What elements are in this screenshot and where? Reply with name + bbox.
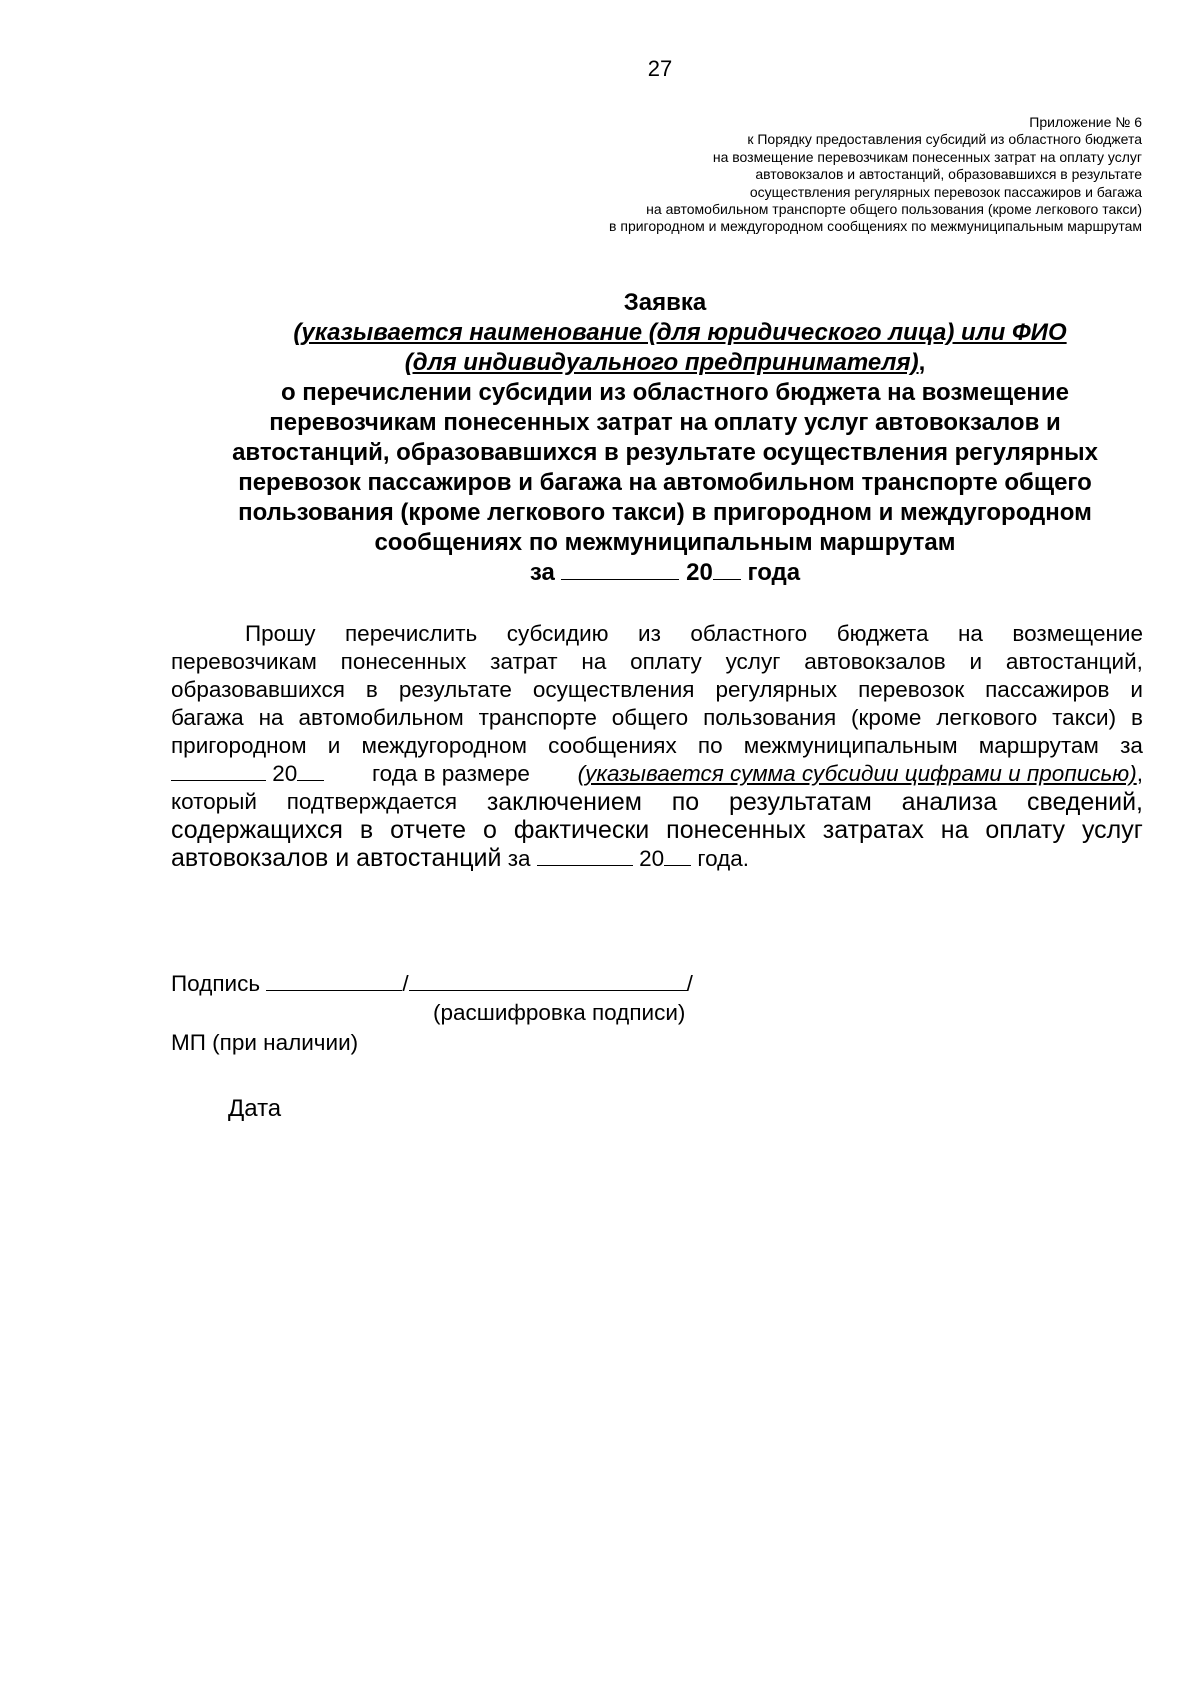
word: и [327,733,341,758]
appendix-line: к Порядку предоставления субсидий из областного бюджета [747,131,1142,148]
word: перечислить [345,621,478,646]
title-period [170,558,1160,588]
word: в [1131,705,1143,730]
word: анализа [901,788,998,816]
word: по [671,788,700,816]
body-line [171,620,1143,648]
word: который [171,789,257,814]
word: из [638,621,661,646]
stations-text: автовокзалов и автостанций [171,844,502,872]
stamp-label: МП (при наличии) [171,1030,359,1055]
word: результатам [729,788,872,816]
word: понесенных [340,649,467,674]
word: областного [690,621,808,646]
body-line [171,648,1143,676]
title-line: автостанций, образовавшихся в результате осуществления регулярных [232,439,1098,466]
signature-label: Подпись [171,971,261,996]
signature-decode-label: (расшифровка подписи) [433,1000,686,1025]
word: по [697,733,723,758]
word: возмещение [1012,621,1143,646]
applicant-name-placeholder: (указывается наименование (для юридического лица) или ФИО [293,319,1067,346]
word: подтверждается [286,789,458,814]
word: на [581,649,607,674]
word: (кроме [851,705,922,730]
period-blank [561,559,679,580]
word: оплату [985,816,1066,844]
word: автовокзалов [804,649,946,674]
word: пользования [703,705,837,730]
word: транспорте [478,705,597,730]
body-line [171,760,1143,788]
body-line [171,732,1143,760]
title-line: сообщениях по межмуниципальным маршрутам [374,529,956,556]
signature-line [171,970,693,997]
period-prefix: за [507,846,531,871]
title-placeholder-line [170,348,1160,378]
title-comma: , [918,349,926,376]
year-blank [297,760,324,781]
word: общего [611,705,689,730]
word: сведений, [1026,788,1143,816]
document-title [170,288,1160,588]
period-year: 20 [639,846,665,871]
word: понесенных [666,816,806,844]
page-number: 27 [647,56,673,81]
word: образовавшихся [171,677,345,702]
word: багажа [171,705,244,730]
title-placeholder-line [170,318,1160,348]
appendix-line: в пригородном и междугородном сообщениях по межмуниципальным маршрутам [609,218,1142,235]
word: оплату [630,649,702,674]
word: легкового [936,705,1038,730]
word: затратах [822,816,924,844]
body-line [171,704,1143,732]
appendix-line: Приложение № 6 [1029,114,1142,130]
body-line [171,844,1143,873]
word: сообщениях [548,733,677,758]
period-suffix: года. [697,846,750,871]
amount-placeholder: (указывается сумма субсидии цифрами и прописью) [577,761,1137,786]
period-blank [537,845,633,866]
word: субсидию [506,621,609,646]
word: автомобильном [298,705,464,730]
word: результате [398,677,512,702]
appendix-line: автовокзалов и автостанций, образовавшихся в результате [755,166,1142,183]
date-label: Дата [228,1095,282,1122]
signature-decode-blank [409,970,687,991]
appendix-header [242,114,1142,236]
amount-label: года в размере [371,761,530,786]
word: услуг [1081,816,1143,844]
period-suffix: года [747,559,801,586]
appendix-line: осуществления регулярных перевозок пассажиров и багажа [749,183,1142,200]
period-blank [171,760,266,781]
word: содержащихся [171,816,343,844]
period-year: 20 [686,559,713,586]
word: в [365,677,378,702]
word: междугородном [361,733,527,758]
title-line: перевозчикам понесенных затрат на оплату услуг автовокзалов и [269,409,1061,436]
word: о [482,816,497,844]
word: за [1120,733,1143,758]
word: маршрутам [978,733,1099,758]
word: бюджета [836,621,929,646]
word: Прошу [245,621,316,646]
word: пригородном [171,733,307,758]
period-prefix: за [529,559,555,586]
word: межмуниципальным [743,733,958,758]
word: отчете [390,816,467,844]
appendix-line: на возмещение перевозчикам понесенных затрат на оплату услуг [712,148,1142,165]
period-year: 20 [272,761,298,786]
word: и [1130,677,1143,702]
word: перевозок [858,677,965,702]
word: в [359,816,374,844]
title-line: перевозок пассажиров и багажа на автомобильном транспорте общего [238,469,1092,496]
word: затрат [490,649,558,674]
word: заключением [486,788,642,816]
word: регулярных [715,677,838,702]
word: пассажиров [985,677,1110,702]
applicant-name-placeholder: (для индивидуального предпринимателя) [404,349,919,376]
period-group [171,760,324,788]
body-line [171,676,1143,704]
word: и [969,649,983,674]
title-heading: Заявка [623,289,707,316]
body-line [171,816,1143,844]
word: осуществления [532,677,695,702]
year-blank [664,845,691,866]
slash: / [686,971,693,996]
body-line [171,788,1143,816]
year-blank [713,559,741,580]
word: на [258,705,284,730]
request-body [171,620,1143,873]
title-line: о перечислении субсидии из областного бюджета на возмещение [280,379,1070,406]
word: автостанций, [1005,649,1143,674]
word: перевозчикам [171,649,317,674]
slash: / [402,971,409,996]
word: на [940,816,969,844]
title-line: пользования (кроме легкового такси) в пригородном и междугородном [238,499,1092,526]
word: такси) [1052,705,1117,730]
word: услуг [725,649,781,674]
signature-blank [266,970,402,991]
appendix-line: на автомобильном транспорте общего пользования (кроме легкового такси) [646,201,1142,218]
amount-group [578,760,1143,788]
word: фактически [513,816,650,844]
word: на [957,621,983,646]
comma: , [1136,761,1143,786]
